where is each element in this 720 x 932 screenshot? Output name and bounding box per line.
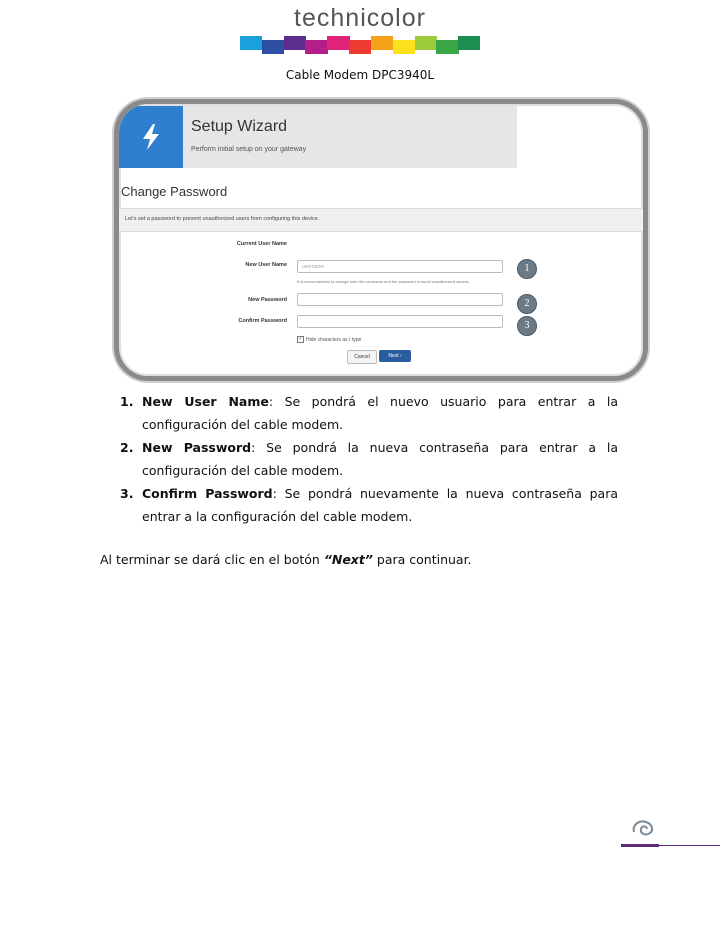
intro-bar	[119, 208, 643, 232]
list-number: 2.	[120, 440, 134, 455]
next-button-label: Next	[388, 353, 399, 359]
footer-thin-line	[659, 845, 720, 846]
footer-accent-line	[621, 844, 659, 847]
new-password-input[interactable]	[297, 293, 503, 306]
new-user-label: New User Name	[245, 262, 287, 268]
logo-color-segment	[305, 40, 327, 54]
wizard-header	[119, 106, 517, 168]
list-number: 1.	[120, 394, 134, 409]
current-user-label: Current User Name	[236, 241, 287, 247]
next-button[interactable]	[379, 350, 411, 362]
logo-color-segment	[458, 36, 480, 50]
new-password-label: New Password	[248, 297, 287, 303]
chevron-right-icon: ›	[400, 353, 402, 359]
list-separator: :	[268, 394, 274, 409]
list-term: New User Name	[142, 394, 269, 409]
wizard-subtitle: Perform initial setup on your gateway	[191, 146, 307, 153]
document-title: Cable Modem DPC3940L	[285, 68, 435, 82]
new-user-input[interactable]: username	[297, 260, 503, 273]
list-separator: :	[272, 486, 277, 501]
list-text: Se pondrá nuevamente la nueva contraseña para entrar a la configuración del cable modem.	[142, 486, 618, 524]
logo-color-segment	[393, 40, 415, 54]
technicolor-logo-color-bar	[240, 36, 480, 56]
list-term: New Password	[142, 440, 252, 455]
list-term: Confirm Password	[142, 486, 273, 501]
callout-badge-1: 1	[517, 259, 537, 279]
cancel-button[interactable]: Cancel	[347, 350, 377, 364]
list-item	[120, 390, 618, 436]
callout-badge-3: 3	[517, 316, 537, 336]
list-number: 3.	[120, 486, 134, 501]
new-user-hint: It is recommended to change both the username and the password to avoid unauthorized access.	[297, 279, 470, 284]
logo-color-segment	[327, 36, 349, 50]
closing-text-before: Al terminar se dará clic en el botón	[100, 552, 324, 567]
setup-wizard-screenshot	[114, 99, 648, 381]
callout-badge-2: 2	[517, 294, 537, 314]
list-separator: :	[251, 440, 256, 455]
next-highlight: “Next”	[323, 552, 373, 567]
closing-paragraph	[100, 552, 472, 567]
section-title: Change Password	[121, 184, 228, 199]
instruction-list	[120, 390, 618, 528]
hide-characters-label: Hide characters as I type	[306, 336, 362, 343]
logo-color-segment	[240, 36, 262, 50]
footer-swirl-icon	[630, 818, 658, 842]
intro-text: Let's set a password to prevent unauthorized users from configuring this device.	[125, 216, 320, 222]
list-text: Se pondrá el nuevo usuario para entrar a la configuración del cable modem.	[142, 394, 618, 432]
logo-color-segment	[371, 36, 393, 50]
logo-color-segment	[415, 36, 437, 50]
logo-color-segment	[436, 40, 458, 54]
closing-text-after: para continuar.	[372, 552, 472, 567]
lightning-bolt-icon	[119, 106, 183, 168]
technicolor-logo-text: technicolor	[294, 4, 426, 32]
list-text: Se pondrá la nueva contraseña para entrar a la configuración del cable modem.	[142, 440, 618, 478]
confirm-password-input[interactable]	[297, 315, 503, 328]
checkmark-icon: ✓	[298, 336, 303, 342]
list-item	[120, 436, 618, 482]
confirm-password-label: Confirm Password	[238, 318, 287, 324]
wizard-title: Setup Wizard	[191, 118, 288, 135]
list-item	[120, 482, 618, 528]
logo-color-segment	[262, 40, 284, 54]
logo-color-segment	[284, 36, 306, 50]
hide-characters-checkbox[interactable]	[297, 336, 361, 343]
logo-color-segment	[349, 40, 371, 54]
